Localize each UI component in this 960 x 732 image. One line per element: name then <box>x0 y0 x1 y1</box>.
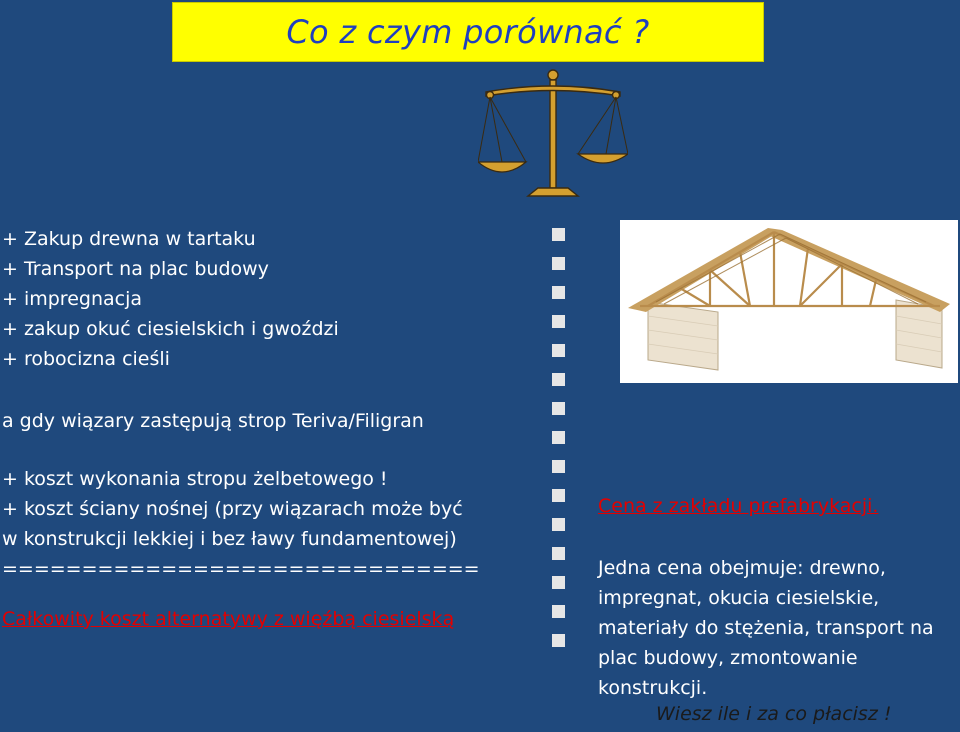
roof-truss-image <box>620 220 958 383</box>
balance-scale-icon <box>478 66 628 201</box>
prefab-price-link[interactable]: Cena z zakładu prefabrykacji. <box>598 495 879 517</box>
description-line-5: konstrukcji. <box>598 677 708 699</box>
left-column <box>2 224 522 634</box>
page-title: Co z czym porównać ? <box>286 13 650 51</box>
extra-item-ceiling: + koszt wykonania stropu żelbetowego ! <box>2 468 388 490</box>
cost-item-labour: + robocizna cieśli <box>2 348 170 370</box>
cost-item-fittings: + zakup okuć ciesielskich i gwoździ <box>2 318 339 340</box>
total-cost-link[interactable]: Całkowity koszt alternatywy z więźbą ciesielską <box>2 608 455 630</box>
description-line-3: materiały do stężenia, transport na <box>598 617 934 639</box>
description-line-4: plac budowy, zmontowanie <box>598 647 858 669</box>
cost-item-impregnation: + impregnacja <box>2 288 143 310</box>
description-line-1: Jedna cena obejmuje: drewno, <box>598 557 886 579</box>
separator-line: ============================== <box>2 558 480 580</box>
title-banner <box>172 2 764 62</box>
alternative-heading: a gdy wiązary zastępują strop Teriva/Filigran <box>2 410 424 432</box>
description-line-2: impregnat, okucia ciesielskie, <box>598 587 880 609</box>
cost-item-wood: + Zakup drewna w tartaku <box>2 228 256 250</box>
extra-item-wall: + koszt ściany nośnej (przy wiązarach może być <box>2 498 463 520</box>
right-column <box>598 491 960 703</box>
vertical-separator <box>552 228 566 663</box>
extra-item-wall-cont: w konstrukcji lekkiej i bez ławy fundamentowej) <box>2 528 457 550</box>
cost-item-transport: + Transport na plac budowy <box>2 258 269 280</box>
footer-slogan: Wiesz ile i za co płacisz ! <box>656 703 892 725</box>
